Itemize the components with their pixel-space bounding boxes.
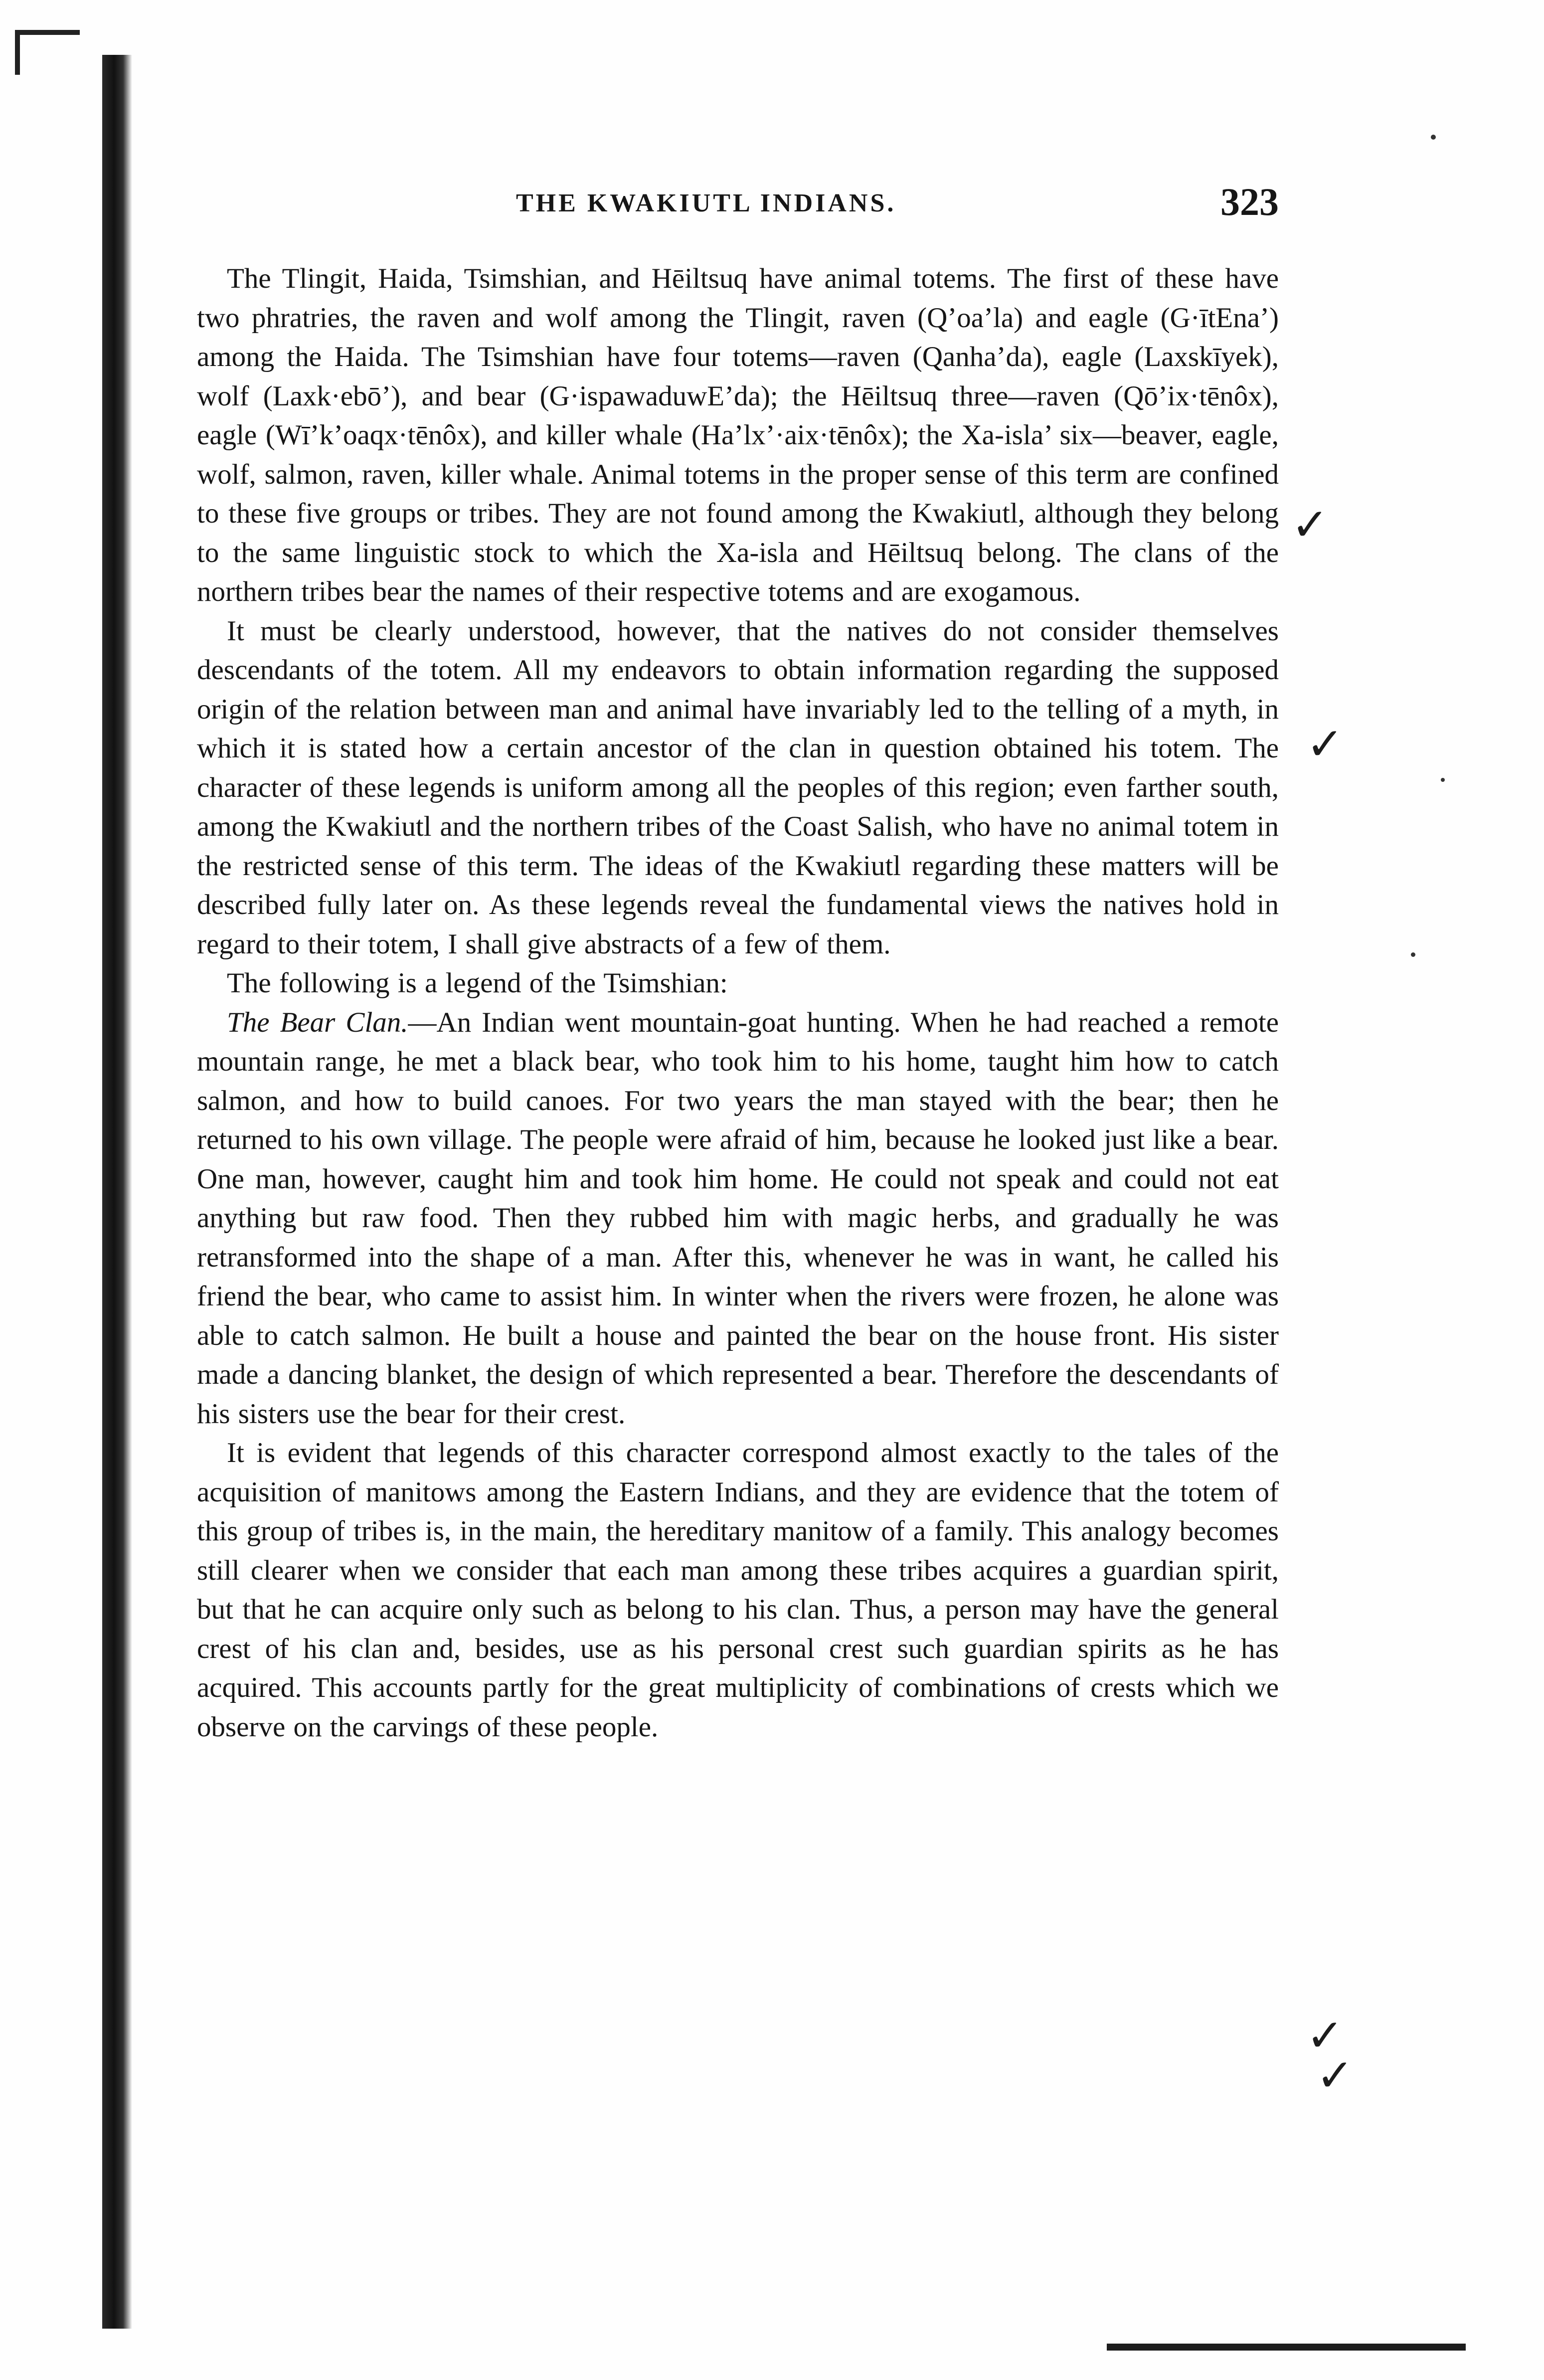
margin-check-mark: ✓ [1306, 2010, 1344, 2062]
page-number: 323 [1220, 180, 1279, 223]
paragraph-legend-intro: The following is a legend of the Tsimshian: [227, 967, 728, 999]
page-header [197, 180, 1279, 239]
body-text [197, 259, 1279, 1747]
scan-speck [1431, 135, 1436, 140]
paragraph-totems: The Tlingit, Haida, Tsimshian, and Hēiltsuq have animal totems. The first of these have two phratries, the raven and wolf among the Tlingit, raven (Q’oa’la) and eagle (G·ītEna’) among the Haida. The Tsimshian have four totems—raven (Qanha’da), eagle (Laxskīyek), wolf (Laxk·ebō’), and bear (G·ispawaduwE’da); the Hēiltsuq three—raven (Qō’ix·tēnôx), eagle (Wī’k’oaqx·tēnôx), and killer whale (Ha’lx’·aix·tēnôx); the Xa-isla’ six—beaver, eagle, wolf, salmon, raven, killer whale. Animal totems in the proper sense of this term are confined to these five groups or tribes. They are not found among the Kwakiutl, although they belong to the same linguistic stock to which the Xa-isla and Hēiltsuq belong. The clans of the northern tribes bear the names of their respective totems and are exogamous. [197, 263, 1279, 607]
running-head: THE KWAKIUTL INDIANS. [516, 189, 896, 217]
margin-check-mark: ✓ [1291, 499, 1329, 551]
scan-speck [1441, 778, 1445, 782]
corner-crop-mark [15, 30, 80, 75]
footer-rule [1107, 2344, 1466, 2351]
paragraph-descent: It must be clearly understood, however, that the natives do not consider themselves descendants of the totem. All my endeavors to obtain information regarding the supposed origin of the relation between man and animal have invariably led to the telling of a myth, in which it is stated how a certain ancestor of the clan in question obtained his totem. The character of these legends is uniform among all the peoples of this region; even farther south, among the Kwakiutl and the northern tribes of the Coast Salish, who have no animal totem in the restricted sense of this term. The ideas of the Kwakiutl regarding these matters will be described fully later on. As these legends reveal the fundamental views the natives hold in regard to their totem, I shall give abstracts of a few of them. [197, 615, 1279, 960]
binding-shadow [102, 55, 132, 2329]
scan-speck [1411, 952, 1415, 957]
bear-clan-subhead: The Bear Clan. [227, 1006, 408, 1038]
bear-clan-text: —An Indian went mountain-goat hunting. When he had reached a remote mountain range, he met a black bear, who took him to his home, taught him how to catch salmon, and how to build canoes. For two years the man stayed with the bear; then he returned to his own village. The people were afraid of him, because he looked just like a bear. One man, however, caught him and took him home. He could not speak and could not eat anything but raw food. Then they rubbed him with magic herbs, and gradually he was retransformed into the shape of a man. After this, whenever he was in want, he called his friend the bear, who came to assist him. In winter when the rivers were frozen, he alone was able to catch salmon. He built a house and painted the bear on the house front. His sister made a dancing blanket, the design of which represented a bear. Therefore the descendants of his sisters use the bear for their crest. [197, 1006, 1279, 1430]
margin-check-mark: ✓ [1316, 2049, 1354, 2102]
paragraph-manitows: It is evident that legends of this character correspond almost exactly to the tales of the acquisition of manitows among the Eastern Indians, and they are evidence that the totem of this group of tribes is, in the main, the hereditary manitow of a family. This analogy becomes still clearer when we consider that each man among these tribes acquires a guardian spirit, but that he can acquire only such as belong to his clan. Thus, a person may have the general crest of his clan and, besides, use as his personal crest such guardian spirits as he has acquired. This accounts partly for the great multiplicity of combinations of crests which we observe on the carvings of these people. [197, 1437, 1279, 1743]
paragraph-bear-clan [197, 1003, 1279, 1434]
margin-check-mark: ✓ [1306, 718, 1344, 770]
